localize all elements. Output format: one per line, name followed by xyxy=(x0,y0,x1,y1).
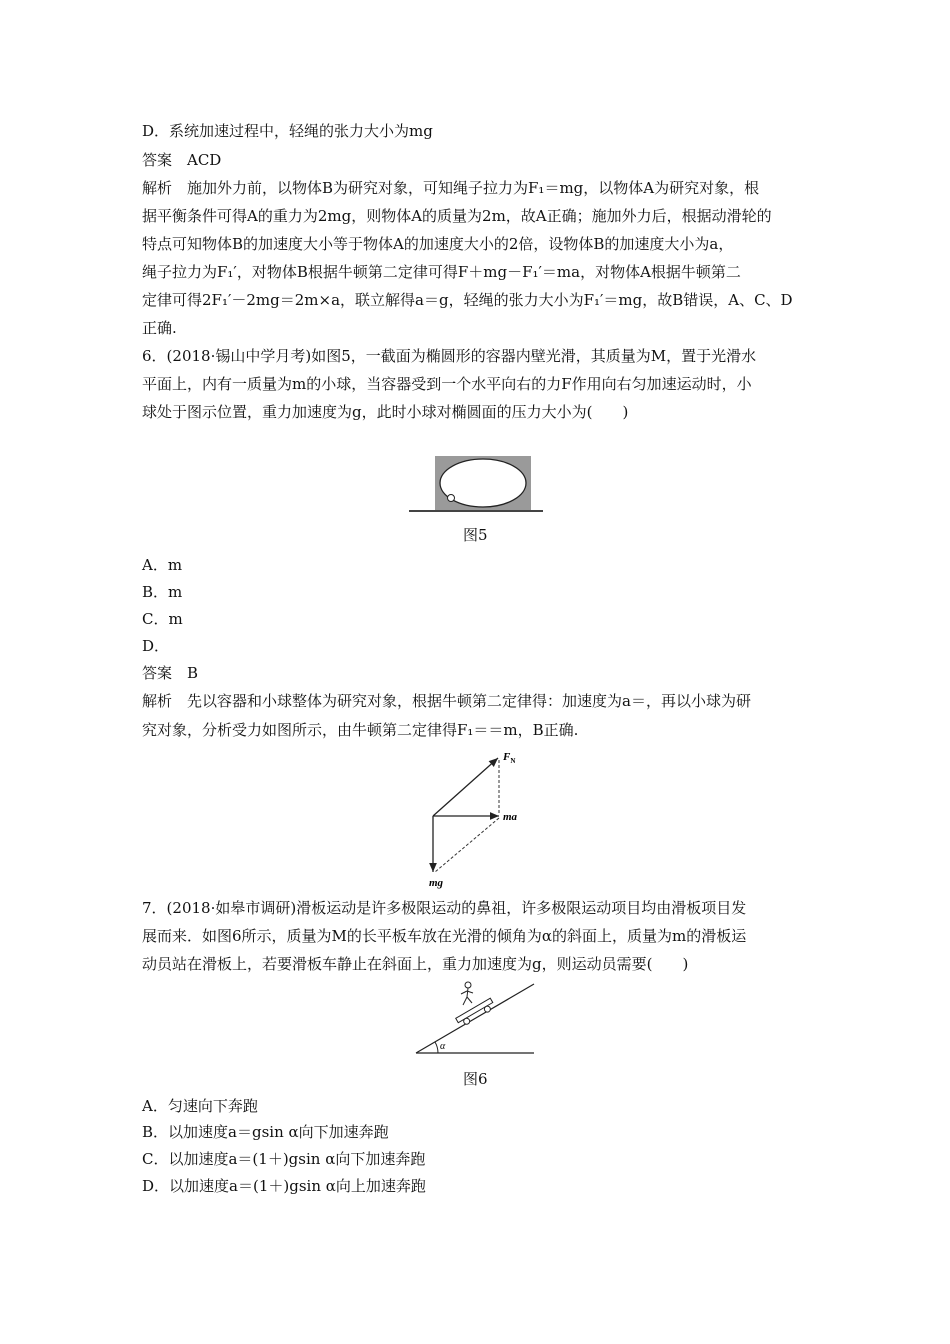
q6-option-b: B．m xyxy=(142,583,183,601)
q7-option-c: C．以加速度a＝(1＋)gsin α向下加速奔跑 xyxy=(142,1150,426,1168)
q6-stem-line: 球处于图示位置，重力加速度为g，此时小球对椭圆面的压力大小为( ) xyxy=(142,403,629,421)
figure-6-caption: 图6 xyxy=(463,1070,488,1088)
q7-stem-line: 动员站在滑板上，若要滑板车静止在斜面上，重力加速度为g，则运动员需要( ) xyxy=(142,955,689,973)
skater-figure xyxy=(461,982,473,1005)
fn-label: $F_N$ xyxy=(503,751,516,765)
figure-5-ellipse-container xyxy=(405,450,547,518)
incline-slope xyxy=(416,984,534,1053)
q6-option-d: D． xyxy=(142,637,170,655)
q5-analysis-line: 绳子拉力为F₁′，对物体B根据牛顿第二定律可得F＋mg－F₁′＝ma，对物体A根据牛顿第二 xyxy=(142,263,741,281)
force-diagram xyxy=(420,748,540,893)
skateboard-cart xyxy=(456,998,496,1028)
q6-answer: 答案 B xyxy=(142,664,199,682)
q7-option-b: B．以加速度a＝gsin α向下加速奔跑 xyxy=(142,1123,389,1141)
q5-answer: 答案 ACD xyxy=(142,151,222,169)
q6-stem-line: 6．(2018·锡山中学月考)如图5，一截面为椭圆形的容器内壁光滑，其质量为M，置于光滑水 xyxy=(142,347,757,365)
dashed-diagonal xyxy=(435,818,499,872)
angle-arc xyxy=(435,1042,438,1053)
figure-5-caption: 图5 xyxy=(463,526,488,544)
q7-option-a: A．匀速向下奔跑 xyxy=(142,1097,258,1115)
angle-label: α xyxy=(440,1041,446,1052)
mg-label: mg xyxy=(429,877,444,889)
q7-stem-line: 7．(2018·如皋市调研)滑板运动是许多极限运动的鼻祖，许多极限运动项目均由滑板项目发 xyxy=(142,899,747,917)
q6-option-c: C．m xyxy=(142,610,183,628)
q5-analysis-line: 据平衡条件可得A的重力为2mg，则物体A的质量为2m，故A正确；施加外力后，根据动滑轮的 xyxy=(142,207,772,225)
q5-analysis-line: 正确. xyxy=(142,319,177,337)
q6-stem-line: 平面上，内有一质量为m的小球，当容器受到一个水平向右的力F作用向右匀加速运动时，小 xyxy=(142,375,752,393)
small-ball xyxy=(448,495,455,502)
q7-option-d: D．以加速度a＝(1＋)gsin α向上加速奔跑 xyxy=(142,1177,426,1195)
q5-analysis-line: 解析 施加外力前，以物体B为研究对象，可知绳子拉力为F₁＝mg，以物体A为研究对象，根 xyxy=(142,179,760,197)
q6-option-a: A．m xyxy=(142,556,183,574)
q7-stem-line: 展而来．如图6所示，质量为M的长平板车放在光滑的倾角为α的斜面上，质量为m的滑板运 xyxy=(142,927,747,945)
figure-6-incline xyxy=(412,980,538,1058)
q5-option-d: D．系统加速过程中，轻绳的张力大小为mg xyxy=(142,122,433,140)
q6-analysis-line: 解析 先以容器和小球整体为研究对象，根据牛顿第二定律得：加速度为a＝，再以小球为研 xyxy=(142,692,751,710)
ma-label: ma xyxy=(503,811,518,823)
normal-force-arrow xyxy=(433,758,498,816)
q5-analysis-line: 定律可得2F₁′－2mg＝2m×a，联立解得a＝g，轻绳的张力大小为F₁′＝mg，故B错误，A、C、D xyxy=(142,291,793,309)
q6-analysis-line: 究对象，分析受力如图所示，由牛顿第二定律得F₁＝＝m，B正确. xyxy=(142,721,579,739)
q5-analysis-line: 特点可知物体B的加速度大小等于物体A的加速度大小的2倍，设物体B的加速度大小为a， xyxy=(142,235,734,253)
